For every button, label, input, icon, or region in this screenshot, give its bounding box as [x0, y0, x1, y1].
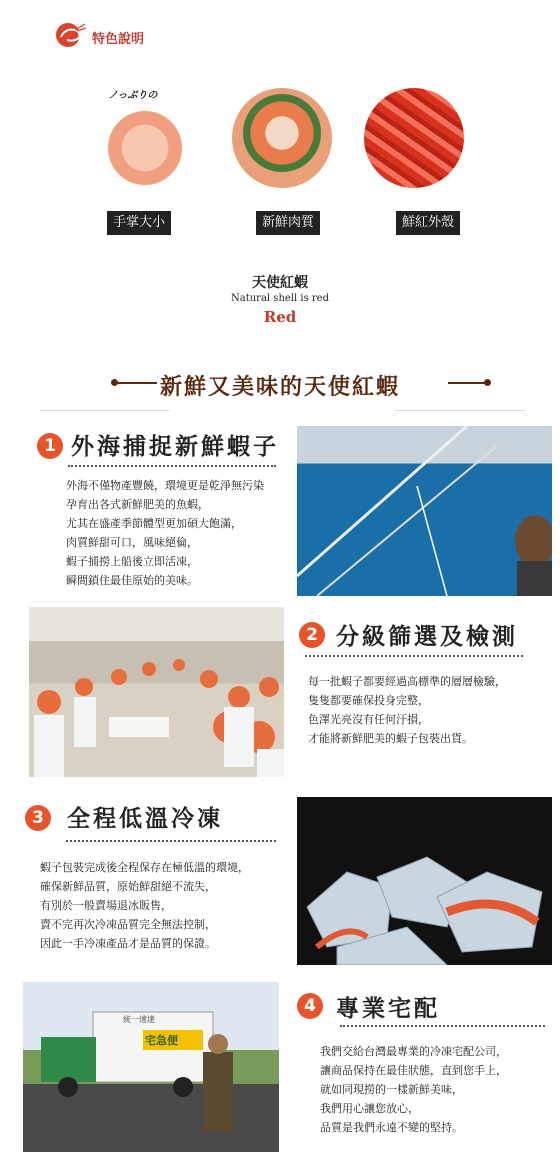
section-1-line: 肉質鮮甜可口，風味絕倫， [66, 536, 198, 549]
section-2-line: 隻隻都要確保投身完整， [308, 694, 429, 707]
section-3-number: 3 [25, 805, 51, 831]
section-4-line: 讓商品保持在最佳狀態，直到您手上， [320, 1064, 507, 1077]
section-1-line: 尤其在盛產季節體型更加碩大飽滿， [66, 517, 242, 530]
angel-shrimp-red: Red [263, 308, 297, 326]
section-1-title: 外海捕捉新鮮蝦子 [71, 434, 279, 460]
section-1-divider [68, 465, 276, 467]
fishing-boat-photo [297, 426, 552, 596]
section-1-line: 瞬間鎖住最佳原始的美味。 [66, 574, 198, 587]
section-3-text [40, 858, 285, 953]
section-4-number: 4 [297, 993, 323, 1019]
shrimp-shell-photo [364, 88, 464, 188]
shrimp-logo-icon [55, 22, 87, 48]
frozen-ice-shrimp-photo [297, 797, 552, 965]
section-3-title: 全程低溫冷凍 [67, 806, 223, 832]
section-1-number: 1 [37, 433, 63, 459]
shrimp-size-photo [100, 88, 200, 188]
section-2-number: 2 [299, 622, 325, 648]
section-2-line: 才能將新鮮肥美的蝦子包裝出貨。 [308, 732, 473, 745]
section-3-line: 有別於一般賣場退冰販售， [40, 899, 172, 912]
section-3-line: 蝦子包裝完成後全程保存在極低溫的環境， [40, 861, 249, 874]
section-4-text [320, 1042, 555, 1137]
tag-red-shell: 鮮紅外殼 [396, 211, 460, 235]
section-4-line: 就如同現撈的一樣新鮮美味， [320, 1083, 463, 1096]
section-2-title: 分級篩選及檢測 [336, 624, 518, 650]
section-4-line: 我們交給台灣最專業的冷凍宅配公司， [320, 1045, 507, 1058]
banner-heading: 新鮮又美味的天使紅蝦 [159, 375, 400, 400]
tag-palm-size: 手掌大小 [107, 211, 171, 235]
truck-sign: 宅急便 [145, 1034, 178, 1047]
delivery-truck-photo [23, 982, 279, 1152]
section-2-text [308, 672, 548, 748]
section-2-line: 色澤光亮沒有任何汙損， [308, 713, 429, 726]
section-3-line: 賣不完再次冷凍品質完全無法控制， [40, 918, 216, 931]
section-1-line: 孕育出各式新鮮肥美的魚蝦， [66, 498, 209, 511]
section-4-divider [340, 1025, 545, 1027]
shrimp-meat-photo [232, 88, 332, 188]
section-3-divider [66, 840, 276, 842]
angel-shrimp-title: 天使紅蝦 [252, 275, 308, 291]
section-4-line: 品質是我們永遠不變的堅持。 [320, 1121, 463, 1134]
divider-right [395, 410, 525, 411]
divider-left [40, 410, 170, 411]
truck-label: 統一速達 [123, 1015, 155, 1024]
section-2-line: 每一批蝦子都要經過高標準的層層檢驗， [308, 675, 506, 688]
katakana-caption: ノっぷりの [108, 90, 158, 101]
sorting-factory-photo [29, 607, 284, 777]
section-1-line: 蝦子捕撈上船後立即活凍， [66, 555, 198, 568]
section-4-title: 專業宅配 [336, 996, 440, 1022]
section-1-text [66, 476, 296, 590]
feature-header-title: 特色說明 [92, 32, 145, 47]
section-2-divider [305, 655, 523, 657]
section-3-line: 因此一手冷凍產品才是品質的保證。 [40, 937, 216, 950]
section-4-line: 我們用心讓您放心， [320, 1102, 419, 1115]
section-3-line: 確保新鮮品質，原始鮮甜絕不流失， [40, 880, 216, 893]
angel-shrimp-subtitle: Natural shell is red [231, 293, 329, 304]
section-1-line: 外海不僅物產豐饒，環境更是乾淨無污染 [66, 479, 264, 492]
tag-fresh-meat: 新鮮肉質 [256, 211, 320, 235]
